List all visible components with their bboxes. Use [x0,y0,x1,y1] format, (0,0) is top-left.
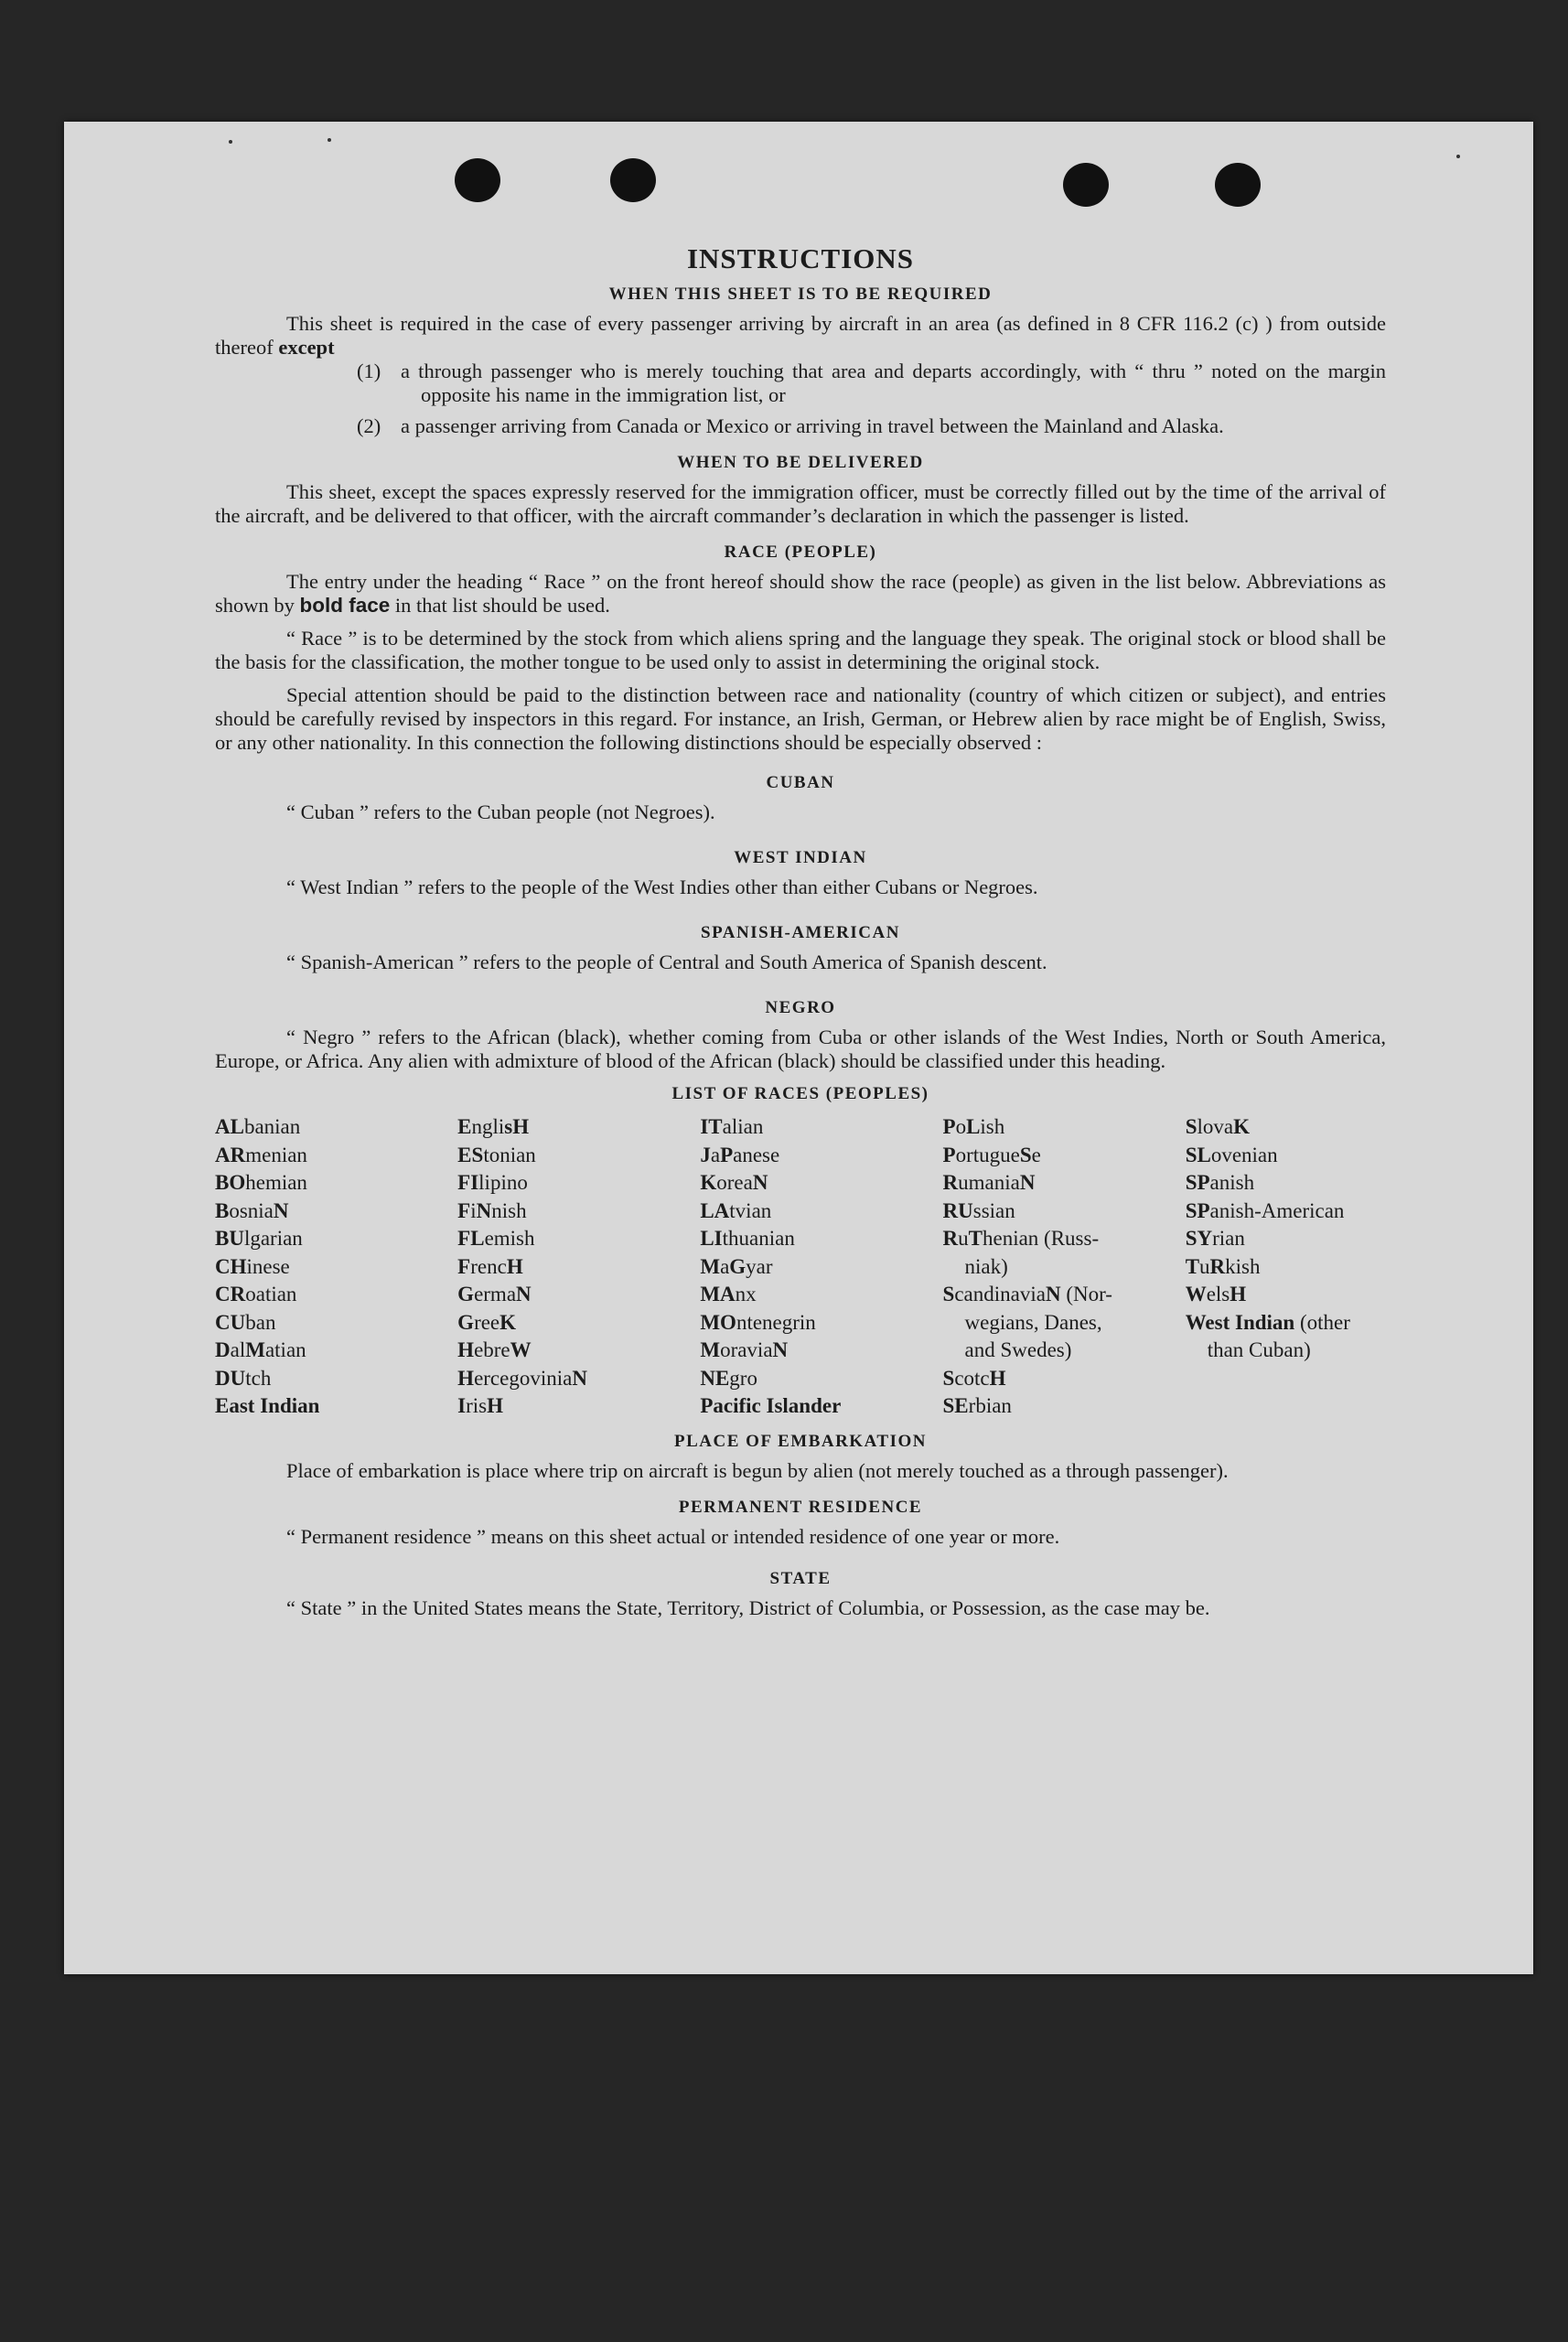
race-entry: ITalian [700,1115,764,1138]
race-entry: ScotcH [942,1366,1006,1390]
race-entry: ARmenian [215,1143,307,1166]
race-entry: LAtvian [700,1198,772,1222]
race-entry: PoLish [942,1115,1005,1138]
section-heading-embarkation: PLACE OF EMBARKATION [674,1431,927,1451]
delivered-paragraph: This sheet, except the spaces expressly reserved for the immigration officer, must be correctly filled out by the time of the arrival of the aircraft, and be delivered to that officer, with the aircraft commander’s declaration in which the passenger is listed. [215,480,1386,527]
race-entry: CRoatian [215,1283,297,1305]
race-paragraph-3: Special attention should be paid to the distinction between race and nationality (country of which citizen or subject), and entries should be carefully revised by inspectors in this regard. For instance, an Irish, German, or Hebrew alien by race might be of English, Swiss, or any other nationality. In this connection the following distinctions should be especially observed : [215,683,1386,754]
race-entry: MaGyar [700,1254,773,1278]
races-column [457,1113,700,1421]
races-column [943,1113,1186,1421]
race-entry: IrisH [457,1394,504,1417]
race-entry: SPanish [1185,1171,1255,1194]
race-entry: FrencH [457,1254,523,1278]
section-heading-cuban: CUBAN [766,773,835,792]
speck [328,138,331,142]
speck [1456,155,1460,158]
race-entry: MoraviaN [700,1338,789,1361]
race-entry: and Swedes) [964,1338,1072,1361]
spanish-american-paragraph: “ Spanish-American ” refers to the people of Central and South America of Spanish descent. [286,951,1047,973]
instructions-body [215,242,1386,1620]
section-heading-spanish-american: SPANISH-AMERICAN [701,923,900,942]
race-entry: HebreW [457,1338,532,1361]
race-entry: EStonian [457,1143,536,1166]
race-entry: ALbanian [215,1115,301,1138]
race-entry: PortugueSe [942,1143,1041,1166]
race-entry: DUtch [215,1366,272,1390]
negro-paragraph: “ Negro ” refers to the African (black), whether coming from Cuba or other islands of the West Indies, North or South America, Europe, or Africa. Any alien with admixture of blood of the African (black) should be classified under this heading. [215,1026,1386,1072]
section-heading-negro: NEGRO [765,998,836,1017]
race-paragraph-2: “ Race ” is to be determined by the stock from which aliens spring and the language they speak. The original stock or blood shall be the basis for the classification, the mother tongue to be used only to assist in determining the original stock. [215,627,1386,673]
race-entry: FIlipino [457,1171,528,1194]
race-entry: DalMatian [215,1338,306,1361]
race-entry: ScandinaviaN (Nor- [942,1283,1112,1305]
state-paragraph: “ State ” in the United States means the State, Territory, District of Columbia, or Possession, as the case may be. [286,1595,1210,1619]
page-title: INSTRUCTIONS [686,242,914,274]
section-heading-races-list: LIST OF RACES (PEOPLES) [671,1084,929,1103]
race-paragraph-1: The entry under the heading “ Race ” on the front hereof should show the race (people) as given in the list below. Abbreviations as shown by bold face in that list should be used. [215,570,1386,617]
race-entry: BOhemian [215,1171,307,1194]
race-entry: CHinese [215,1254,290,1278]
race-entry: EnglisH [457,1115,530,1138]
race-entry: RuThenian (Russ- [942,1227,1100,1250]
punch-hole [610,158,656,202]
embarkation-paragraph: Place of embarkation is place where trip on aircraft is begun by alien (not merely touched as a through passenger). [286,1458,1229,1482]
section-heading-residence: PERMANENT RESIDENCE [678,1497,923,1517]
race-entry: HercegoviniaN [457,1366,587,1390]
race-entry: BosniaN [215,1198,289,1222]
race-entry: GermaN [457,1283,532,1305]
section-heading-west-indian: WEST INDIAN [734,848,867,867]
cuban-paragraph: “ Cuban ” refers to the Cuban people (not Negroes). [286,800,715,823]
document-page [64,122,1533,1974]
race-entry: NEgro [700,1366,757,1390]
speck [229,140,232,144]
section-heading-required: WHEN THIS SHEET IS TO BE REQUIRED [608,285,993,304]
section-heading-race: RACE (PEOPLE) [724,543,877,562]
residence-paragraph: “ Permanent residence ” means on this sheet actual or intended residence of one year or more. [286,1524,1060,1548]
section-heading-delivered: WHEN TO BE DELIVERED [677,453,924,472]
required-item-2: (2) a passenger arriving from Canada or Mexico or arriving in travel between the Mainland and Alaska. [357,414,1224,437]
race-entry: niak) [964,1254,1008,1278]
race-entry: GreeK [457,1310,517,1334]
race-entry: SLovenian [1185,1143,1278,1166]
race-entry: MOntenegrin [700,1310,816,1334]
punch-hole [455,158,500,202]
required-paragraph: This sheet is required in the case of every passenger arriving by aircraft in an area (as defined in 8 CFR 116.2 (c) ) from outside thereof except [215,312,1386,359]
race-entry: Pacific Islander [700,1394,842,1417]
race-entry: JaPanese [700,1143,780,1166]
race-entry: MAnx [700,1283,757,1305]
required-item-1: (1) a through passenger who is merely touching that area and departs accordingly, with “ thru ” noted on the margin opposite his name in the immigration list, or [357,360,1386,406]
race-entry: than Cuban) [1207,1338,1311,1361]
race-entry: SlovaK [1185,1115,1250,1138]
race-entry: SErbian [942,1394,1012,1417]
race-entry: CUban [215,1310,276,1334]
race-entry: FLemish [457,1227,535,1250]
race-entry: WelsH [1185,1283,1247,1305]
race-entry: LIthuanian [700,1227,795,1250]
race-entry: RUssian [942,1198,1015,1222]
race-entry: KoreaN [700,1171,768,1194]
race-entry: West Indian (other [1185,1310,1350,1334]
races-column [1186,1113,1386,1421]
races-column [215,1113,457,1421]
race-entry: BUlgarian [215,1227,303,1250]
race-entry: SYrian [1185,1227,1245,1250]
section-heading-state: STATE [769,1568,832,1588]
race-entry: East Indian [215,1394,320,1417]
race-entry: wegians, Danes, [964,1310,1102,1334]
race-entry: TuRkish [1185,1254,1261,1278]
race-entry: RumaniaN [942,1171,1036,1194]
punch-hole [1063,163,1109,207]
race-entry: FiNnish [457,1198,527,1222]
west-indian-paragraph: “ West Indian ” refers to the people of the West Indies other than either Cubans or Negroes. [286,876,1038,898]
races-column [700,1113,942,1421]
punch-hole [1215,163,1261,207]
race-entry: SPanish-American [1185,1198,1345,1222]
races-list [215,1113,1386,1421]
